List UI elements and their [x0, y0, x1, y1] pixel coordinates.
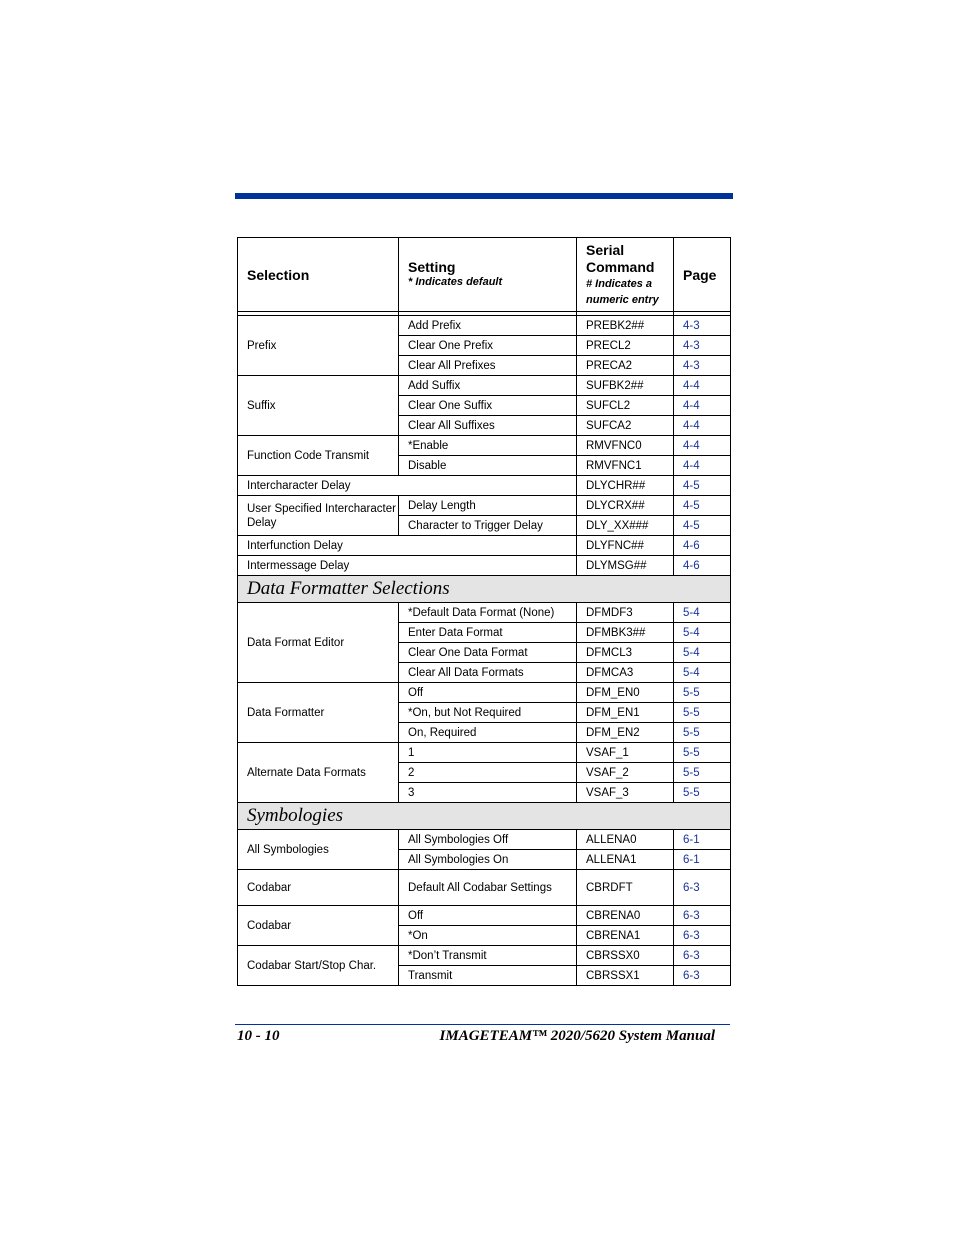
page-link[interactable]: 4-4 [674, 396, 731, 416]
col-setting: Setting * Indicates default [399, 238, 577, 312]
page-link[interactable]: 4-5 [674, 476, 731, 496]
selection-user-specified-intercharacter-delay: User Specified Intercharacter Delay [238, 496, 399, 536]
serial-command: CBRENA1 [577, 926, 674, 946]
table-row [238, 603, 731, 623]
page-link[interactable]: 4-3 [674, 316, 731, 336]
serial-command: CBRENA0 [577, 906, 674, 926]
page-link[interactable]: 4-3 [674, 336, 731, 356]
page-link[interactable]: 4-4 [674, 436, 731, 456]
setting: *Don’t Transmit [399, 946, 577, 966]
table-row [238, 743, 731, 763]
selection-suffix: Suffix [238, 376, 399, 436]
page-link[interactable]: 5-5 [674, 683, 731, 703]
selection-function-code-transmit: Function Code Transmit [238, 436, 399, 476]
selection-alternate-data-formats: Alternate Data Formats [238, 743, 399, 803]
page-link[interactable]: 6-3 [674, 966, 731, 986]
setting: Off [399, 683, 577, 703]
serial-command: CBRSSX0 [577, 946, 674, 966]
serial-command: SUFCL2 [577, 396, 674, 416]
serial-command: CBRSSX1 [577, 966, 674, 986]
setting: All Symbologies Off [399, 830, 577, 850]
serial-command: RMVFNC0 [577, 436, 674, 456]
table-row [238, 436, 731, 456]
setting: 3 [399, 783, 577, 803]
table-row [238, 830, 731, 850]
page-link[interactable]: 6-1 [674, 850, 731, 870]
serial-command: DFMCL3 [577, 643, 674, 663]
selection-intermessage-delay: Intermessage Delay [238, 556, 577, 576]
setting: Enter Data Format [399, 623, 577, 643]
table-row [238, 536, 731, 556]
serial-command: VSAF_1 [577, 743, 674, 763]
setting: 2 [399, 763, 577, 783]
serial-command: DFMBK3## [577, 623, 674, 643]
page-link[interactable]: 5-5 [674, 763, 731, 783]
setting: Transmit [399, 966, 577, 986]
setting: Clear All Data Formats [399, 663, 577, 683]
page-link[interactable]: 4-4 [674, 456, 731, 476]
setting: Default All Codabar Settings [399, 870, 577, 906]
selection-codabar: Codabar [238, 906, 399, 946]
selection-data-formatter: Data Formatter [238, 683, 399, 743]
serial-command: DLYFNC## [577, 536, 674, 556]
serial-command: VSAF_3 [577, 783, 674, 803]
page-link[interactable]: 5-4 [674, 623, 731, 643]
serial-command: DFM_EN1 [577, 703, 674, 723]
serial-command: PRECL2 [577, 336, 674, 356]
serial-command: DFM_EN0 [577, 683, 674, 703]
setting: Add Prefix [399, 316, 577, 336]
serial-command: SUFCA2 [577, 416, 674, 436]
selection-codabar: Codabar [238, 870, 399, 906]
page-link[interactable]: 4-4 [674, 416, 731, 436]
setting: *On [399, 926, 577, 946]
table-row [238, 556, 731, 576]
table-row [238, 316, 731, 336]
setting: *On, but Not Required [399, 703, 577, 723]
page-link[interactable]: 4-5 [674, 516, 731, 536]
footer-page-number: 10 - 10 [237, 1028, 280, 1044]
table-row [238, 870, 731, 906]
serial-command: PRECA2 [577, 356, 674, 376]
section-header-row [238, 576, 731, 603]
serial-command: CBRDFT [577, 870, 674, 906]
page-link[interactable]: 4-6 [674, 536, 731, 556]
selection-interfunction-delay: Interfunction Delay [238, 536, 577, 556]
setting: Clear One Suffix [399, 396, 577, 416]
page-link[interactable]: 6-3 [674, 926, 731, 946]
setting: Character to Trigger Delay [399, 516, 577, 536]
page-link[interactable]: 6-3 [674, 906, 731, 926]
command-table [237, 237, 731, 986]
setting: Disable [399, 456, 577, 476]
setting: *Enable [399, 436, 577, 456]
table-row [238, 906, 731, 926]
page-link[interactable]: 5-4 [674, 643, 731, 663]
table-row [238, 376, 731, 396]
page-link[interactable]: 6-3 [674, 946, 731, 966]
page-link[interactable]: 6-3 [674, 870, 731, 906]
serial-command: DFM_EN2 [577, 723, 674, 743]
page-link[interactable]: 4-3 [674, 356, 731, 376]
page-link[interactable]: 5-5 [674, 723, 731, 743]
serial-command: PREBK2## [577, 316, 674, 336]
serial-command: DFMCA3 [577, 663, 674, 683]
col-serial-command: Serial Command # Indicates a numeric entry [577, 238, 674, 312]
page-link[interactable]: 5-5 [674, 703, 731, 723]
setting: Clear One Data Format [399, 643, 577, 663]
setting: Clear All Prefixes [399, 356, 577, 376]
table-row [238, 946, 731, 966]
table-row [238, 496, 731, 516]
col-selection: Selection [238, 238, 399, 312]
selection-all-symbologies: All Symbologies [238, 830, 399, 870]
section-title-data-formatter: Data Formatter Selections [238, 576, 731, 603]
page-link[interactable]: 4-5 [674, 496, 731, 516]
page-link[interactable]: 4-4 [674, 376, 731, 396]
setting: All Symbologies On [399, 850, 577, 870]
setting: Add Suffix [399, 376, 577, 396]
serial-command: VSAF_2 [577, 763, 674, 783]
setting: Delay Length [399, 496, 577, 516]
serial-command: DLYCHR## [577, 476, 674, 496]
col-page: Page [674, 238, 731, 312]
page-link[interactable]: 4-6 [674, 556, 731, 576]
serial-command: DLYCRX## [577, 496, 674, 516]
setting: Off [399, 906, 577, 926]
section-title-symbologies: Symbologies [238, 803, 731, 830]
selection-data-format-editor: Data Format Editor [238, 603, 399, 683]
setting: Clear One Prefix [399, 336, 577, 356]
serial-command: SUFBK2## [577, 376, 674, 396]
page-link[interactable]: 6-1 [674, 830, 731, 850]
serial-command: ALLENA0 [577, 830, 674, 850]
setting: *Default Data Format (None) [399, 603, 577, 623]
footer-manual-title: IMAGETEAM™ 2020/5620 System Manual [439, 1028, 715, 1044]
setting: Clear All Suffixes [399, 416, 577, 436]
page-link[interactable]: 5-4 [674, 663, 731, 683]
header-rule [235, 193, 733, 199]
serial-command: RMVFNC1 [577, 456, 674, 476]
footer-rule [235, 1024, 730, 1025]
setting: On, Required [399, 723, 577, 743]
page-link[interactable]: 5-4 [674, 603, 731, 623]
selection-prefix: Prefix [238, 316, 399, 376]
page-link[interactable]: 5-5 [674, 743, 731, 763]
table-header-row [238, 238, 731, 312]
table-row [238, 476, 731, 496]
serial-command: ALLENA1 [577, 850, 674, 870]
page-link[interactable]: 5-5 [674, 783, 731, 803]
section-header-row [238, 803, 731, 830]
serial-command: DLYMSG## [577, 556, 674, 576]
serial-command: DFMDF3 [577, 603, 674, 623]
selection-intercharacter-delay: Intercharacter Delay [238, 476, 577, 496]
selection-codabar-start-stop: Codabar Start/Stop Char. [238, 946, 399, 986]
serial-command: DLY_XX### [577, 516, 674, 536]
setting: 1 [399, 743, 577, 763]
table-row [238, 683, 731, 703]
